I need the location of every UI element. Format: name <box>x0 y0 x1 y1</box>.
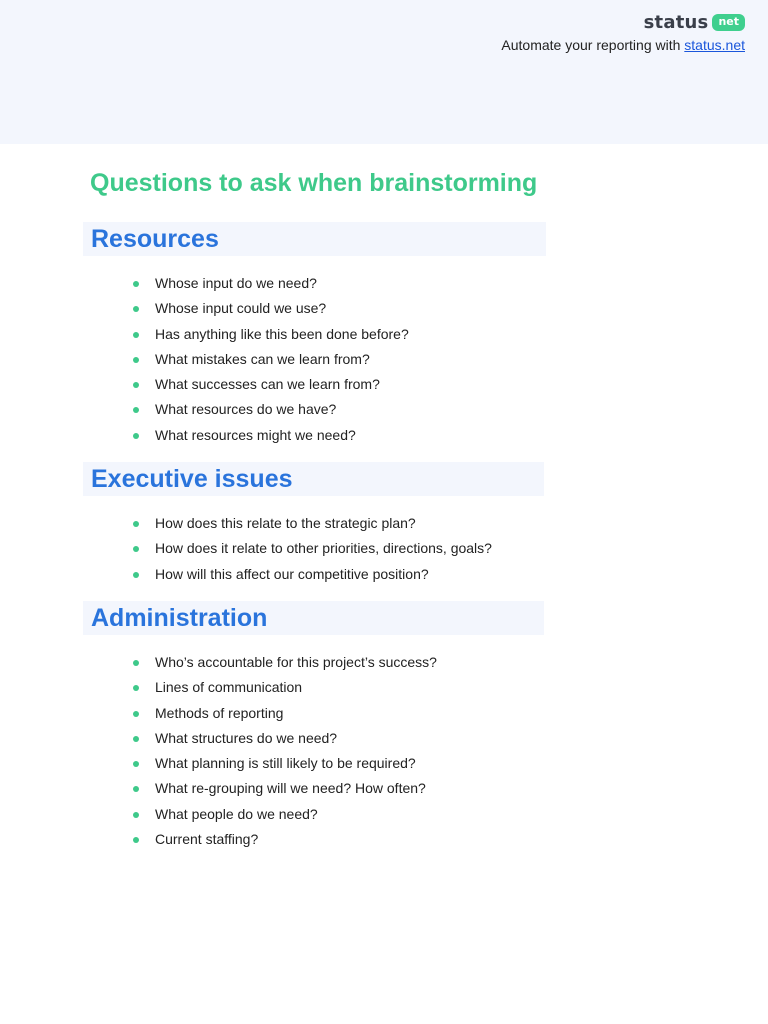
bullet-icon <box>133 812 139 818</box>
page-header <box>0 0 768 144</box>
bullet-icon <box>133 433 139 439</box>
list-item <box>125 423 409 448</box>
bullet-icon <box>133 332 139 338</box>
section-heading-executive-issues <box>83 462 544 496</box>
bullet-icon <box>133 521 139 527</box>
list-item <box>125 802 437 827</box>
status-net-logo[interactable] <box>644 12 745 33</box>
list-item <box>125 372 409 397</box>
list-item-text: Whose input do we need? <box>155 275 317 291</box>
list-item <box>125 322 409 347</box>
list-item-text: What re-grouping will we need? How often? <box>155 780 426 797</box>
bullet-icon <box>133 837 139 843</box>
bullet-icon <box>133 572 139 578</box>
bullet-icon <box>133 711 139 717</box>
list-item-text: Has anything like this been done before? <box>155 325 409 342</box>
section-heading-administration <box>83 601 544 635</box>
list-item <box>125 296 409 321</box>
bullet-icon <box>133 382 139 388</box>
bullet-icon <box>133 546 139 552</box>
bullet-icon <box>133 306 139 312</box>
logo-badge: net <box>712 14 745 31</box>
document-title: Questions to ask when brainstorming <box>90 169 538 197</box>
list-item-text: What successes can we learn from? <box>155 376 380 393</box>
bullet-icon <box>133 786 139 792</box>
list-item <box>125 675 437 700</box>
list-item-text: How will this affect our competitive position? <box>155 565 429 582</box>
list-item <box>125 271 409 296</box>
bullet-icon <box>133 685 139 691</box>
list-item-text: What mistakes can we learn from? <box>155 350 370 367</box>
list-item-text: How does this relate to the strategic plan? <box>155 515 416 531</box>
status-net-link[interactable]: status.net <box>684 37 745 53</box>
list-item-text: Whose input could we use? <box>155 300 327 317</box>
logo-wordmark: status <box>643 12 709 33</box>
question-list-executive-issues <box>125 511 492 587</box>
list-item-text: What structures do we need? <box>155 729 338 746</box>
list-item <box>125 536 492 561</box>
list-item <box>125 511 492 536</box>
list-item-text: How does it relate to other priorities, directions, goals? <box>155 540 492 557</box>
bullet-icon <box>133 660 139 666</box>
list-item <box>125 776 437 801</box>
list-item-text: What resources might we need? <box>155 426 356 443</box>
list-item <box>125 562 492 587</box>
list-item <box>125 701 437 726</box>
bullet-icon <box>133 407 139 413</box>
section-title: Administration <box>91 603 268 632</box>
list-item <box>125 751 437 776</box>
bullet-icon <box>133 736 139 742</box>
list-item <box>125 726 437 751</box>
list-item-text: Current staffing? <box>155 831 259 848</box>
section-title: Resources <box>91 224 219 253</box>
list-item <box>125 827 437 852</box>
list-item-text: What people do we need? <box>155 805 318 822</box>
list-item-text: Who’s accountable for this project’s success? <box>155 654 437 670</box>
bullet-icon <box>133 357 139 363</box>
list-item-text: What planning is still likely to be required? <box>155 755 416 772</box>
question-list-administration <box>125 650 437 852</box>
list-item-text: Methods of reporting <box>155 704 284 721</box>
list-item-text: Lines of communication <box>155 679 303 696</box>
list-item <box>125 650 437 675</box>
tagline-text: Automate your reporting with <box>501 37 685 53</box>
bullet-icon <box>133 281 139 287</box>
section-title: Executive issues <box>91 464 293 493</box>
bullet-icon <box>133 761 139 767</box>
list-item-text: What resources do we have? <box>155 401 337 418</box>
tagline <box>501 37 745 53</box>
list-item <box>125 397 409 422</box>
section-heading-resources <box>83 222 546 256</box>
question-list-resources <box>125 271 409 448</box>
list-item <box>125 347 409 372</box>
